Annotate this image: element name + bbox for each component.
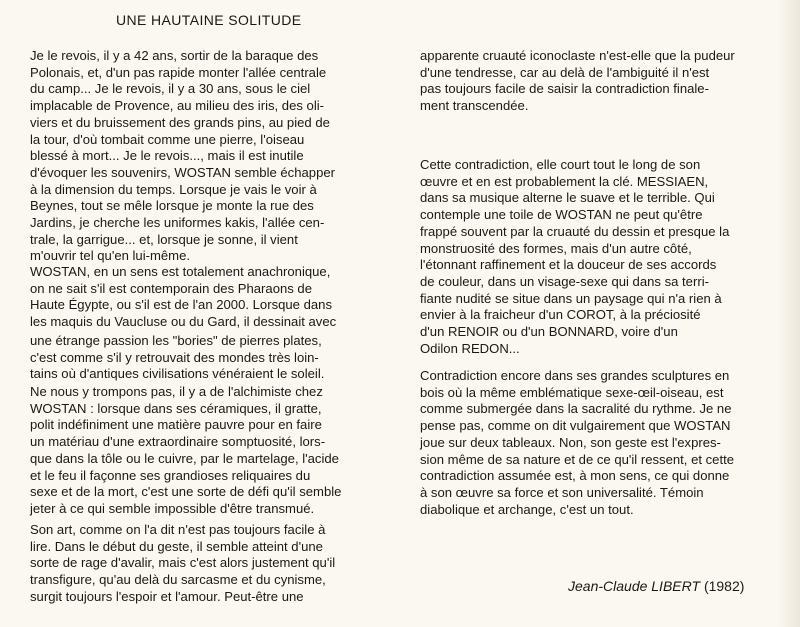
text-line: sorte de rage d'avalir, mais c'est alors justement qu'il — [30, 555, 336, 571]
text-line: à son œuvre sa force et son universalité. Témoin — [420, 484, 704, 500]
page-edge-shadow — [778, 0, 800, 627]
right-paragraph-3 — [420, 368, 734, 518]
text-line: Jardins, je cherche les uniformes kakis, l'allée cen- — [30, 215, 325, 231]
signature — [568, 578, 744, 594]
signature-name: Jean-Claude LIBERT — [568, 578, 701, 594]
text-line: Polonais, et, d'un pas rapide monter l'allée centrale — [30, 64, 327, 80]
text-line: sexe et de la mort, c'est une sorte de défi qu'il semble — [30, 484, 342, 500]
text-line: tains où d'antiques civilisations vénéraient le soleil. — [30, 366, 325, 382]
text-line: contradiction assumée est, à mon sens, ce qui donne — [420, 468, 730, 484]
text-line: surgit toujours l'espoir et l'amour. Peut-être une — [30, 588, 304, 604]
text-line: Son art, comme on l'a dit n'est pas toujours facile à — [30, 522, 326, 537]
text-line: contemple une toile de WOSTAN ne peut qu'être — [420, 207, 703, 223]
text-line: apparente cruauté iconoclaste n'est-elle que la pudeur — [420, 48, 735, 63]
text-line: WOSTAN : lorsque dans ses céramiques, il gratte, — [30, 400, 322, 416]
text-line: d'une tendresse, car au delà de l'ambiguité il n'est — [420, 64, 710, 80]
text-line: l'étonnant raffinement et la douceur de ses accords — [420, 257, 717, 273]
text-line: la tour, d'où tombait comme une pierre, l'oiseau — [30, 131, 305, 147]
text-line: d'évoquer les souvenirs, WOSTAN semble échapper — [30, 164, 336, 180]
text-line: du camp... Je le revois, il y a 30 ans, sous le ciel — [30, 81, 311, 97]
text-line: frappé souvent par la cruauté du dessin et presque la — [420, 223, 730, 239]
text-line: à la dimension du temps. Lorsque je vais le voir à — [30, 181, 317, 197]
text-line: trale, la garrigue... et, lorsque je sonne, il vient — [30, 231, 298, 247]
text-line: les maquis du Vaucluse ou du Gard, il dessinait avec — [30, 314, 337, 330]
left-paragraph-2 — [30, 264, 336, 331]
text-line: Cette contradiction, elle court tout le long de son — [420, 157, 701, 172]
text-line: ment transcendée. — [420, 98, 529, 114]
text-line: blessé à mort... Je le revois..., mais il est inutile — [30, 148, 304, 164]
article-title: UNE HAUTAINE SOLITUDE — [116, 12, 302, 28]
right-paragraph-1 — [420, 48, 735, 115]
text-line: que dans la tôle ou le cuivre, par le martelage, l'acide — [30, 450, 339, 466]
text-line: jeter à ce qui semble impossible d'être transmué. — [30, 500, 315, 516]
text-line: Ne nous y trompons pas, il y a de l'alchimiste chez — [30, 384, 323, 399]
left-paragraph-5 — [30, 522, 335, 606]
text-line: implacable de Provence, au milieu des iris, des oli- — [30, 98, 325, 114]
text-line: monstruosité des formes, mais d'un autre côté, — [420, 240, 692, 256]
text-line: une étrange passion les "bories" de pierres plates, — [30, 333, 322, 348]
text-line: viers et du bruissement des grands pins, au pied de — [30, 114, 330, 130]
text-line: Beynes, tout se mêle lorsque je monte la rue des — [30, 198, 314, 214]
text-line: comme submergée dans la sacralité du rythme. Je ne — [420, 401, 732, 417]
text-line: bois où la même emblématique sexe-œil-oiseau, est — [420, 384, 724, 400]
text-line: joue sur deux tableaux. Non, son geste est l'expres- — [420, 434, 721, 450]
text-line: lire. Dans le début du geste, il semble atteint d'une — [30, 538, 323, 554]
text-line: Contradiction encore dans ses grandes sculptures en — [420, 368, 730, 383]
text-line: un matériau d'une extraordinaire somptuosité, lors- — [30, 434, 326, 450]
text-line: on ne sait s'il est contemporain des Pharaons de — [30, 280, 313, 296]
text-line: c'est comme s'il y retrouvait des mondes très loin- — [30, 349, 319, 365]
left-paragraph-3 — [30, 333, 324, 383]
left-paragraph-4 — [30, 384, 341, 518]
text-line: envier à la fraicheur d'un COROT, à la préciosité — [420, 307, 701, 323]
left-paragraph-1 — [30, 48, 335, 265]
text-line: Je le revois, il y a 42 ans, sortir de la baraque des — [30, 48, 319, 63]
text-line: m'ouvrir tel qu'en lui-même. — [30, 248, 190, 264]
signature-date: (1982) — [703, 578, 745, 594]
text-line: Odilon REDON... — [420, 340, 520, 356]
text-line: WOSTAN, en un sens est totalement anachronique, — [30, 264, 331, 279]
text-line: pas toujours facile de saisir la contradiction finale- — [420, 81, 709, 97]
text-line: sion même de sa nature et de ce qu'il ressent, et cette — [420, 451, 735, 467]
text-line: Haute Égypte, ou s'il est de l'an 2000. Lorsque dans — [30, 297, 332, 313]
text-line: d'un RENOIR ou d'un BONNARD, voire d'un — [420, 324, 678, 340]
text-line: pense pas, comme on dit vulgairement que WOSTAN — [420, 418, 731, 434]
text-line: dans sa musique alterne le suave et le terrible. Qui — [420, 190, 715, 206]
text-line: et le feu il façonne ses grandioses reliquaires du — [30, 467, 311, 483]
text-line: polit indéfiniment une matière pauvre pour en faire — [30, 417, 322, 433]
text-line: œuvre et en est probablement la clé. MESSIAEN, — [420, 173, 709, 189]
text-line: fiante nudité se situe dans un paysage qui n'a rien à — [420, 290, 722, 306]
text-line: de couleur, dans un visage-sexe qui dans sa terri- — [420, 273, 709, 289]
text-line: transfigure, qu'au delà du sarcasme et du cynisme, — [30, 572, 326, 588]
right-paragraph-2 — [420, 157, 729, 357]
text-line: diabolique et archange, c'est un tout. — [420, 501, 634, 517]
